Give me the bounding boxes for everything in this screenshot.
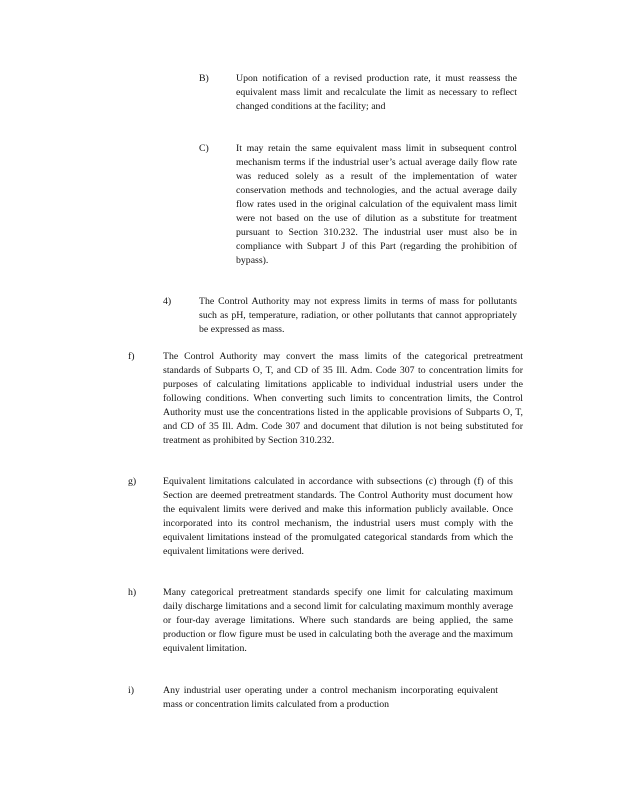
subsection-text: Any industrial user operating under a control mechanism incorporating equivalent mass or concentration limits calculated from a production xyxy=(163,685,498,711)
list-item-text: The Control Authority may not express limits in terms of mass for pollutants such as pH, temperature, radiation, or other pollutants that cannot appropriately be expressed as mass. xyxy=(199,296,517,336)
list-item-text: Upon notification of a revised production rate, it must reassess the equivalent mass limit and recalculate the limit as necessary to reflect changed conditions at the facility; and xyxy=(236,73,517,113)
list-marker: B) xyxy=(199,73,209,84)
list-item-text: It may retain the same equivalent mass limit in subsequent control mechanism terms if the industrial user’s actual average daily flow rate was reduced solely as a result of the implementation of water conservation methods and technologies, and the actual average daily flow rates used in the original calculation of the equivalent mass limit were not based on the use of dilution as a substitute for treatment pursuant to Section 310.232. The industrial user must also be in compliance with Subpart J of this Part (regarding the prohibition of bypass). xyxy=(236,143,517,267)
list-marker: 4) xyxy=(163,296,172,307)
subsection-marker: i) xyxy=(128,685,134,696)
list-marker: C) xyxy=(199,143,209,154)
subsection-text: Many categorical pretreatment standards specify one limit for calculating maximum daily discharge limitations and a second limit for calculating maximum monthly average or four-day average limitations. Where such standards are being applied, the same production or flow figure must be used in calculating both the average and the maximum equivalent limitation. xyxy=(163,587,513,655)
subsection-text: Equivalent limitations calculated in accordance with subsections (c) through (f) of this Section are deemed pretreatment standards. The Control Authority must document how the equivalent limits were derived and make this information publicly available. Once incorporated into its control mechanism, the industrial users must comply with the equivalent limitations instead of the promulgated categorical standards from which the equivalent limitations were derived. xyxy=(163,476,513,558)
subsection-marker: h) xyxy=(128,587,137,598)
subsection-marker: f) xyxy=(128,351,135,362)
subsection-marker: g) xyxy=(128,476,137,487)
subsection-text: The Control Authority may convert the mass limits of the categorical pretreatment standards of Subparts O, T, and CD of 35 Ill. Adm. Code 307 to concentration limits for purposes of calculating limitations applicable to individual industrial users under the following conditions. When converting such limits to concentration limits, the Control Authority must use the concentrations listed in the applicable provisions of Subparts O, T, and CD of 35 Ill. Adm. Code 307 and document that dilution is not being substituted for treatment as prohibited by Section 310.232. xyxy=(163,351,523,447)
